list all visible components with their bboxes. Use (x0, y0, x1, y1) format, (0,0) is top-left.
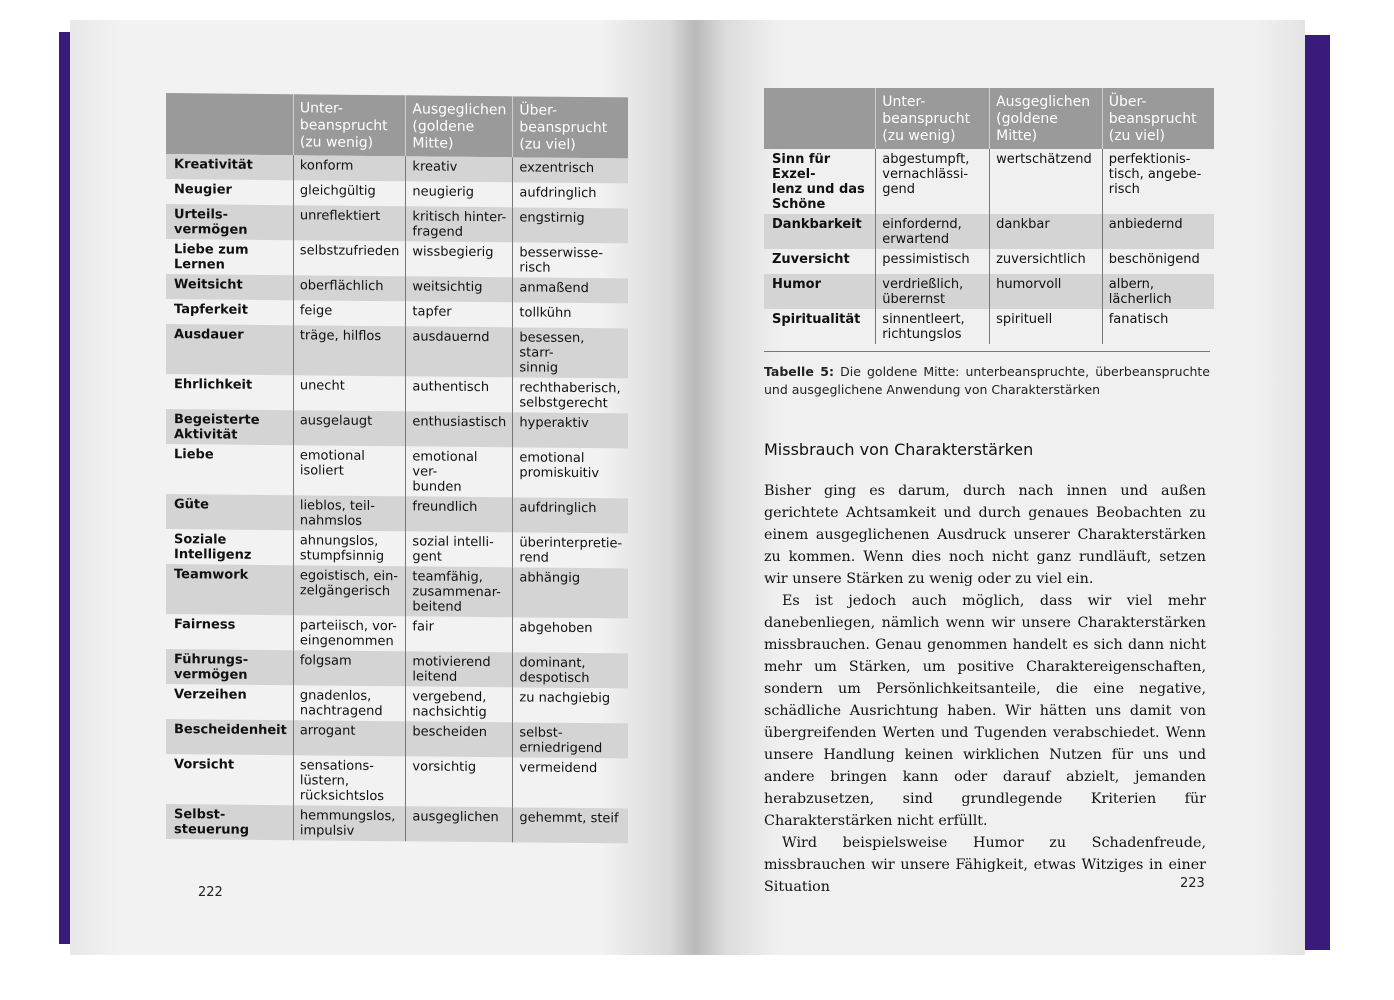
cell-under: ausgelaugt (293, 410, 406, 446)
cell-strength: Soziale Intelligenz (174, 532, 252, 563)
cell-over: vermeidend (513, 757, 628, 808)
table-row (166, 374, 628, 413)
cell-strength: Bescheidenheit (166, 719, 293, 755)
cell-balanced: kreativ (406, 156, 513, 182)
cell-strength: Begeisterte Aktivität (166, 409, 293, 445)
cell-under: oberflächlich (293, 275, 406, 301)
cell-under: sinnentleert, richtungslos (876, 309, 990, 344)
cell-strength: Weitsicht (166, 274, 293, 300)
body-text (764, 480, 1206, 898)
cell-balanced: ausdauernd (406, 326, 513, 377)
cell-balanced: zuversichtlich (990, 249, 1103, 274)
table-row (166, 719, 628, 758)
cell-over: aufdringlich (513, 497, 628, 533)
cell-balanced: fair (406, 616, 513, 652)
table-header-row (166, 93, 628, 158)
cell-balanced: vergebend, nachsichtig (406, 686, 513, 722)
cell-over: aufdringlich (513, 182, 628, 208)
cell-over: hyperaktiv (513, 412, 628, 448)
cell-over: emotional promiskuitiv (513, 447, 628, 498)
page-number-left: 222 (198, 885, 223, 900)
cell-strength: Tapferkeit (174, 302, 248, 318)
table-row (764, 249, 1214, 274)
page-number-right: 223 (1180, 876, 1205, 891)
table-row (166, 614, 628, 653)
cell-over: abgehoben (513, 617, 628, 653)
cell-under: gnadenlos, nachtragend (293, 685, 406, 721)
table-row (166, 649, 628, 688)
cell-under: arrogant (293, 720, 406, 756)
cell-balanced: wertschätzend (990, 149, 1103, 214)
cell-balanced: tapfer (406, 301, 513, 327)
header-strength (166, 93, 293, 155)
cell-balanced: wissbegierig (406, 241, 513, 277)
cell-over: tollkühn (513, 302, 628, 328)
cell-under: konform (293, 155, 406, 181)
cell-strength: Sinn für Exzel- lenz und das Schöne (772, 152, 865, 212)
cell-over: anbiedernd (1102, 214, 1214, 249)
cell-balanced: freundlich (406, 496, 513, 532)
cell-over: albern, lächerlich (1102, 274, 1214, 309)
cell-strength: Verzeihen (174, 687, 247, 703)
header-over: Über- beansprucht (zu viel) (1102, 88, 1214, 149)
table-row (764, 214, 1214, 249)
paragraph-1: Bisher ging es darum, durch nach innen und außen gerichtete Achtsamkeit und durch genaues Beobachten zu einem ausgeglichenen Ausdruck unserer Charakterstärken zu kommen. Wenn dies noch nicht ganz rundläuft, setzen wir unsere Stärken zu wenig oder zu viel ein. (764, 483, 1206, 587)
table-row (166, 494, 628, 533)
table-bottom-rule (764, 351, 1210, 352)
cell-strength: Selbst- steuerung (166, 804, 293, 840)
table-row (166, 444, 628, 498)
paragraph-2: Es ist jedoch auch möglich, dass wir viel mehr danebenliegen, nämlich wenn wir unsere Charakterstärken missbrauchen. Genau genommen handelt es sich dann nicht mehr um Stärken, um positive Charaktereigenschaften, sondern um Persönlichkeitsanteile, die eine negative, schädliche Ausrichtung haben. Wir hätten uns damit von übergreifenden Werten und Tugenden verabschiedet. Wenn unsere Handlung keinen wirklichen Nutzen für uns und andere bringen kann oder darauf abzielt, jemanden herabzusetzen, sind grundlegende Kriterien für Charakterstärken nicht erfüllt. (764, 593, 1206, 829)
strengths-table-right (764, 88, 1214, 344)
cell-balanced: sozial intelli- gent (406, 531, 513, 567)
table-row (166, 409, 628, 448)
cell-strength: Liebe (174, 447, 214, 463)
cell-strength: Fairness (174, 617, 236, 633)
table-row (764, 309, 1214, 344)
cell-balanced: humorvoll (990, 274, 1103, 309)
table-row (166, 754, 628, 808)
cell-under: hemmungslos, impulsiv (293, 805, 406, 841)
cell-under: unreflektiert (293, 205, 406, 241)
cell-under: gleichgültig (293, 180, 406, 206)
header-balanced: Ausgeglichen (goldene Mitte) (990, 88, 1103, 149)
cell-over: besserwisse- risch (513, 242, 628, 278)
cell-balanced: weitsichtig (406, 276, 513, 302)
cell-under: abgestumpft, vernachlässi- gend (876, 149, 990, 214)
header-under: Unter- beansprucht (zu wenig) (293, 94, 406, 156)
cell-over: exzentrisch (513, 157, 628, 183)
cell-over: beschönigend (1102, 249, 1214, 274)
cell-balanced: motivierend leitend (406, 651, 513, 687)
cell-over: besessen, starr- sinnig (513, 327, 628, 378)
header-under: Unter- beansprucht (zu wenig) (876, 88, 990, 149)
cell-strength: Dankbarkeit (764, 214, 876, 249)
cell-strength: Zuversicht (772, 252, 850, 267)
cell-balanced: authentisch (406, 376, 513, 412)
cell-under: unecht (293, 375, 406, 411)
cell-under: ahnungslos, stumpfsinnig (293, 530, 406, 566)
cell-balanced: vorsichtig (406, 756, 513, 807)
header-strength (764, 88, 876, 149)
cell-balanced: neugierig (406, 181, 513, 207)
table-row (166, 204, 628, 243)
cell-over: fanatisch (1102, 309, 1214, 344)
cell-balanced: enthusiastisch (406, 411, 513, 447)
cell-strength: Teamwork (166, 564, 293, 615)
cell-over: dominant, despotisch (513, 652, 628, 688)
strengths-table-left (166, 93, 628, 843)
cell-over: selbst- erniedrigend (513, 722, 628, 758)
cell-over: zu nachgiebig (513, 687, 628, 723)
cell-over: überinterpretie- rend (513, 532, 628, 568)
cell-under: selbstzufrieden (293, 240, 406, 276)
cell-strength: Kreativität (166, 154, 293, 180)
cell-under: emotional isoliert (293, 445, 406, 496)
cell-over: rechthaberisch, selbstgerecht (513, 377, 628, 413)
cell-over: abhängig (513, 567, 628, 618)
cell-balanced: emotional ver- bunden (406, 446, 513, 497)
caption-label: Tabelle 5: (764, 364, 834, 379)
cell-balanced: ausgeglichen (406, 806, 513, 842)
cell-balanced: dankbar (990, 214, 1103, 249)
table-row (166, 804, 628, 843)
table-row (764, 149, 1214, 214)
cell-over: gehemmt, steif (513, 807, 628, 843)
table-row (166, 564, 628, 618)
cell-strength: Ausdauer (166, 324, 293, 375)
cell-under: feige (293, 300, 406, 326)
cell-strength: Ehrlichkeit (174, 377, 253, 393)
cell-strength: Führungs- vermögen (166, 649, 293, 685)
table-row (166, 239, 628, 278)
table-caption (764, 363, 1210, 399)
cell-under: träge, hilflos (293, 325, 406, 376)
cell-strength: Liebe zum Lernen (174, 242, 249, 273)
cell-under: einfordernd, erwartend (876, 214, 990, 249)
section-heading: Missbrauch von Charakterstärken (764, 440, 1034, 459)
cell-under: folgsam (293, 650, 406, 686)
cell-balanced: teamfähig, zusammenar- beitend (406, 566, 513, 617)
cell-balanced: bescheiden (406, 721, 513, 757)
cell-under: lieblos, teil- nahmslos (293, 495, 406, 531)
cell-under: egoistisch, ein- zelgängerisch (293, 565, 406, 616)
cell-over: perfektionis- tisch, angebe- risch (1102, 149, 1214, 214)
cell-under: sensations- lüstern, rücksichtslos (293, 755, 406, 806)
cell-strength: Humor (764, 274, 876, 309)
cell-over: anmaßend (513, 277, 628, 303)
header-balanced: Ausgeglichen (goldene Mitte) (406, 95, 513, 157)
cell-strength: Neugier (174, 182, 232, 198)
cell-under: pessimistisch (876, 249, 990, 274)
table-header-row (764, 88, 1214, 149)
cell-strength: Urteils- vermögen (166, 204, 293, 240)
table-row (166, 324, 628, 378)
cell-balanced: spirituell (990, 309, 1103, 344)
cell-over: engstirnig (513, 207, 628, 243)
table-row (166, 684, 628, 723)
cell-under: verdrießlich, überernst (876, 274, 990, 309)
table-row (764, 274, 1214, 309)
paragraph-3: Wird beispielsweise Humor zu Schadenfreude, missbrauchen wir unsere Fähigkeit, etwas Witziges in einer Situation (764, 835, 1206, 895)
header-over: Über- beansprucht (zu viel) (513, 96, 628, 158)
cell-under: parteiisch, vor- eingenommen (293, 615, 406, 651)
cell-strength: Vorsicht (174, 757, 235, 773)
table-row (166, 529, 628, 568)
cell-strength: Spiritualität (772, 312, 861, 327)
cell-balanced: kritisch hinter- fragend (406, 206, 513, 242)
caption-text: Die goldene Mitte: unterbeanspruchte, überbeanspruchte und ausgeglichene Anwendung von Charakterstärken (764, 364, 1210, 397)
cell-strength: Güte (166, 494, 293, 530)
